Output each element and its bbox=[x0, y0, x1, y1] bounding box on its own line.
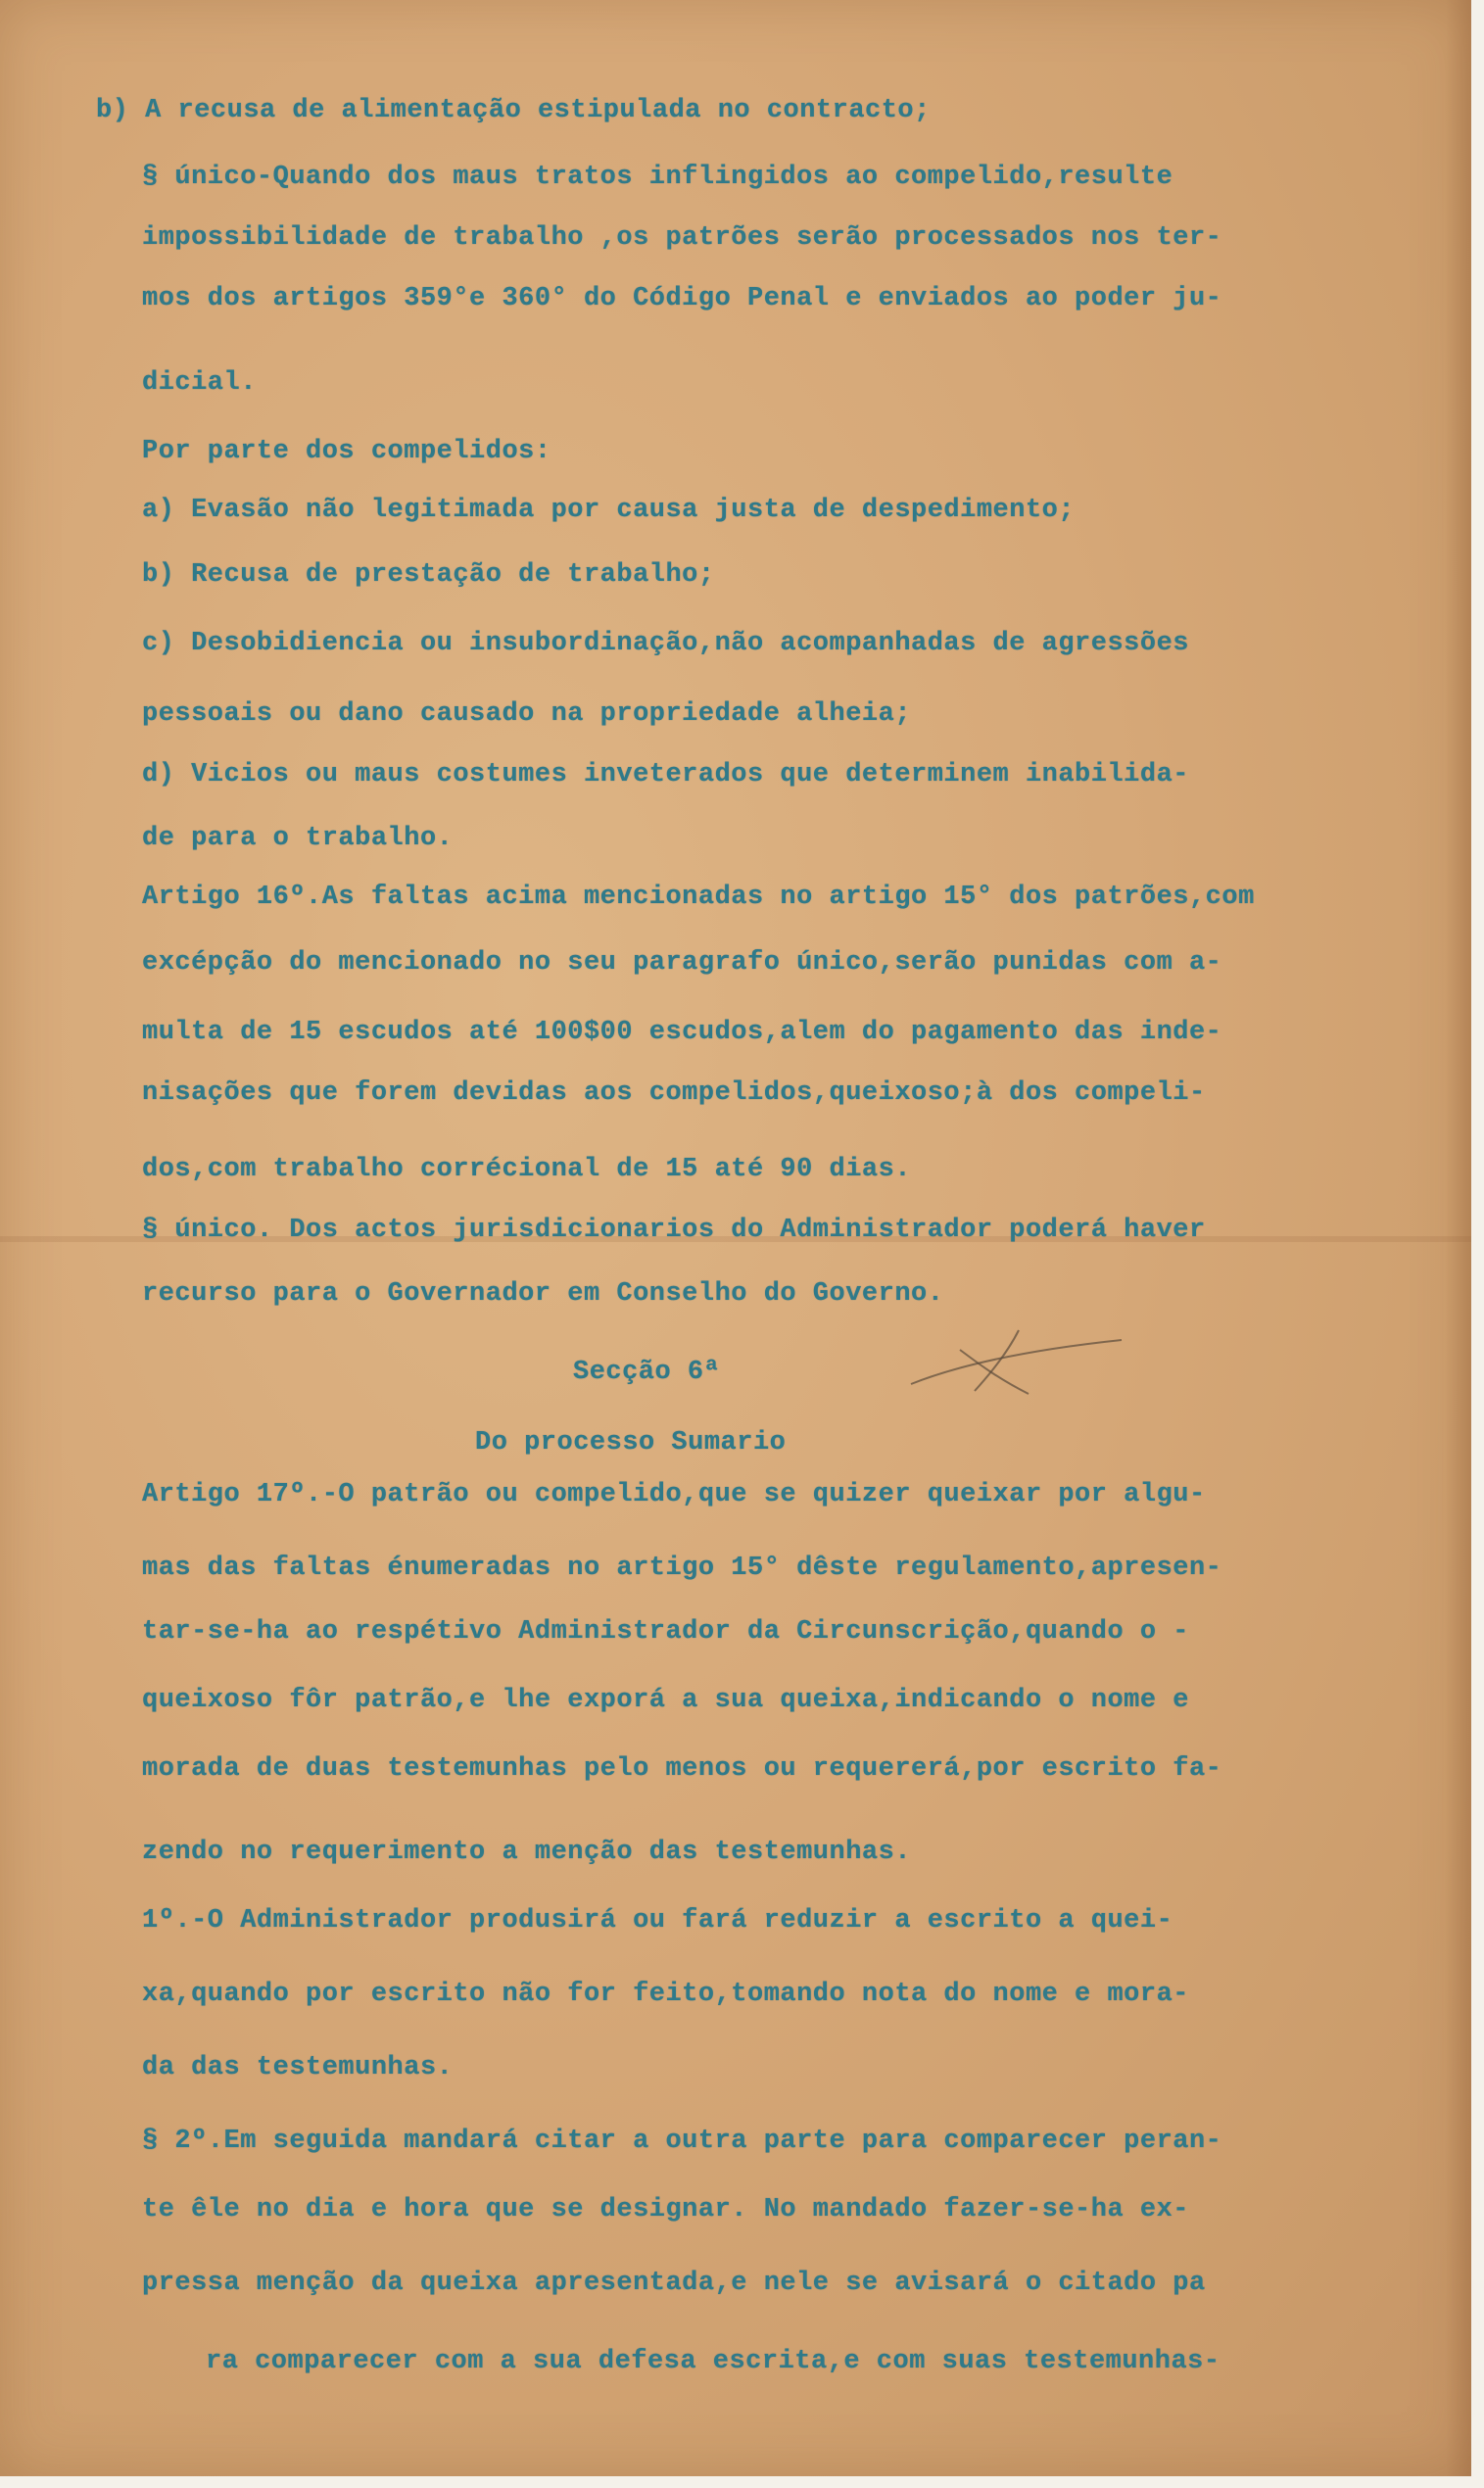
text-line: b) Recusa de prestação de trabalho; bbox=[142, 560, 715, 590]
text-line: multa de 15 escudos até 100$00 escudos,alem do pagamento das inde- bbox=[142, 1018, 1222, 1047]
text-line: de para o trabalho. bbox=[142, 824, 454, 853]
text-line: ra comparecer com a sua defesa escrita,e com suas testemunhas- bbox=[206, 2347, 1221, 2376]
text-line: tar-se-ha ao respétivo Administrador da Circunscrição,quando o - bbox=[142, 1617, 1189, 1647]
section-heading: Secção 6ª bbox=[573, 1358, 721, 1387]
text-line: excépção do mencionado no seu paragrafo único,serão punidas com a- bbox=[142, 948, 1222, 978]
text-line: § único. Dos actos jurisdicionarios do Administrador poderá haver bbox=[142, 1216, 1206, 1245]
text-line: 1º.-O Administrador produsirá ou fará reduzir a escrito a quei- bbox=[142, 1906, 1173, 1936]
text-line: d) Vicios ou maus costumes inveterados que determinem inabilida- bbox=[142, 760, 1189, 789]
text-line: da das testemunhas. bbox=[142, 2053, 454, 2082]
text-line: zendo no requerimento a menção das testemunhas. bbox=[142, 1838, 912, 1867]
section-subheading: Do processo Sumario bbox=[475, 1428, 787, 1458]
text-line: morada de duas testemunhas pelo menos ou requererá,por escrito fa- bbox=[142, 1754, 1222, 1784]
text-line: b) A recusa de alimentação estipulada no contracto; bbox=[96, 96, 931, 125]
text-line: mos dos artigos 359°e 360° do Código Penal e enviados ao poder ju- bbox=[142, 284, 1222, 313]
text-line: queixoso fôr patrão,e lhe exporá a sua queixa,indicando o nome e bbox=[142, 1686, 1189, 1715]
text-line: recurso para o Governador em Conselho do Governo. bbox=[142, 1279, 944, 1309]
text-line: § único-Quando dos maus tratos inflingidos ao compelido,resulte bbox=[142, 163, 1173, 192]
text-line: mas das faltas énumeradas no artigo 15° dêste regulamento,apresen- bbox=[142, 1554, 1222, 1583]
text-line: § 2º.Em seguida mandará citar a outra parte para comparecer peran- bbox=[142, 2127, 1222, 2156]
text-line: dos,com trabalho corrécional de 15 até 90 dias. bbox=[142, 1155, 912, 1184]
text-line: pessoais ou dano causado na propriedade alheia; bbox=[142, 699, 912, 729]
text-line: c) Desobidiencia ou insubordinação,não acompanhadas de agressões bbox=[142, 629, 1189, 658]
text-line: Artigo 17º.-O patrão ou compelido,que se quizer queixar por algu- bbox=[142, 1480, 1206, 1509]
text-line: nisações que forem devidas aos compelidos,queixoso;à dos compeli- bbox=[142, 1078, 1206, 1108]
text-line: dicial. bbox=[142, 368, 257, 398]
text-line: impossibilidade de trabalho ,os patrões serão processados nos ter- bbox=[142, 223, 1222, 253]
text-line: Artigo 16º.As faltas acima mencionadas no artigo 15° dos patrões,com bbox=[142, 883, 1255, 912]
text-line: pressa menção da queixa apresentada,e nele se avisará o citado pa bbox=[142, 2269, 1206, 2298]
text-line: xa,quando por escrito não for feito,tomando nota do nome e mora- bbox=[142, 1980, 1189, 2009]
text-line: a) Evasão não legitimada por causa justa de despedimento; bbox=[142, 496, 1076, 525]
text-line: Por parte dos compelidos: bbox=[142, 437, 551, 466]
text-line: te êle no dia e hora que se designar. No mandado fazer-se-ha ex- bbox=[142, 2195, 1189, 2225]
